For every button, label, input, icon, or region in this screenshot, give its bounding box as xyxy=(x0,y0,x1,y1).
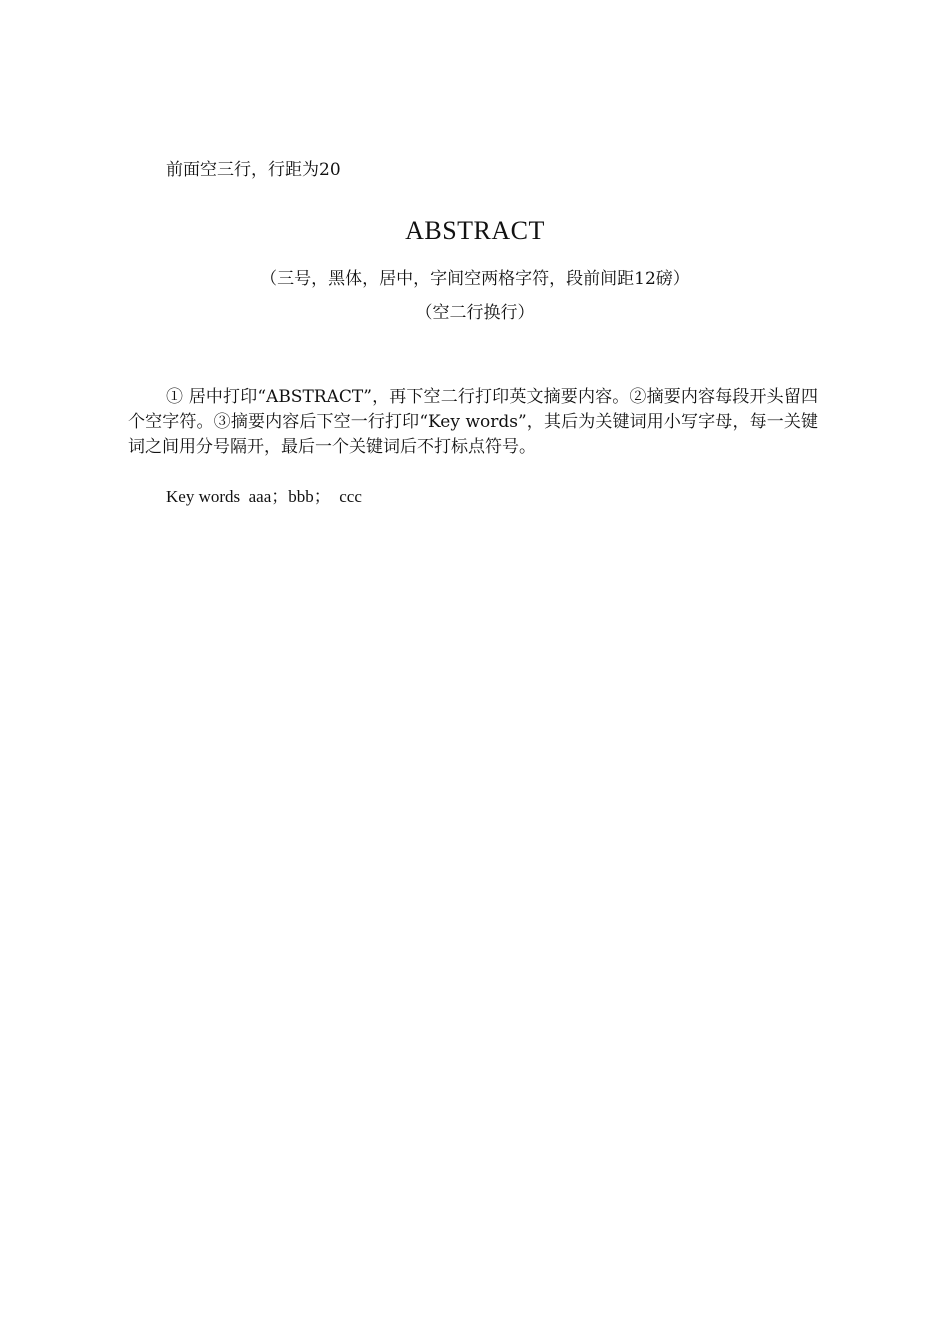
title-format-note: （三号，黑体，居中，字间空两格字符，段前间距12磅） xyxy=(260,269,690,289)
keywords-line: Key words aaa；bbb； ccc xyxy=(166,487,362,506)
line-spacing-note: （空二行换行） xyxy=(415,303,535,323)
abstract-title: ABSTRACT xyxy=(405,216,545,245)
top-spacing-note: 前面空三行，行距为20 xyxy=(166,160,341,180)
abstract-body-paragraph: ① 居中打印“ABSTRACT”，再下空二行打印英文摘要内容。②摘要内容每段开头留四个空字符。③摘要内容后下空一行打印“Key words”，其后为关键词用小写字母，每一关键词之间用分号隔开，最后一个关键词后不打标点符号。 xyxy=(128,387,818,457)
